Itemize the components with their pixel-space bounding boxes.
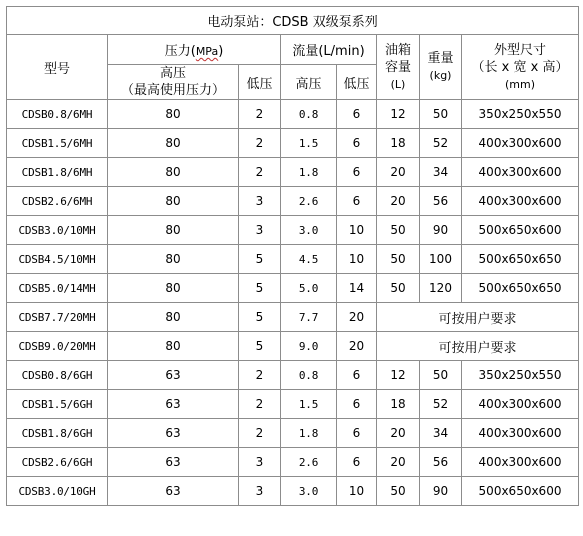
header-dimensions: 外型尺寸 （长 x 宽 x 高） (mm) (462, 35, 579, 100)
cell-high-pressure: 80 (108, 245, 239, 274)
table-row (7, 274, 579, 303)
cell-flow-high: 1.5 (281, 129, 337, 158)
table-row (7, 448, 579, 477)
cell-dimensions: 400x300x600 (462, 187, 579, 216)
cell-low-pressure: 3 (239, 187, 281, 216)
cell-model: CDSB3.0/10GH (7, 477, 108, 506)
cell-high-pressure: 80 (108, 158, 239, 187)
cell-high-pressure: 80 (108, 216, 239, 245)
cell-high-pressure: 63 (108, 448, 239, 477)
cell-high-pressure: 80 (108, 187, 239, 216)
cell-low-pressure: 2 (239, 100, 281, 129)
cell-model: CDSB1.8/6MH (7, 158, 108, 187)
cell-flow-low: 20 (337, 303, 377, 332)
cell-flow-high: 2.6 (281, 448, 337, 477)
cell-dimensions: 400x300x600 (462, 448, 579, 477)
cell-model: CDSB1.8/6GH (7, 419, 108, 448)
cell-model: CDSB7.7/20MH (7, 303, 108, 332)
spec-table (6, 6, 579, 506)
cell-high-pressure: 80 (108, 100, 239, 129)
cell-model: CDSB0.8/6MH (7, 100, 108, 129)
cell-flow-low: 6 (337, 448, 377, 477)
pressure-unit: MPa (195, 45, 219, 58)
cell-tank-capacity: 50 (377, 216, 420, 245)
table-row (7, 245, 579, 274)
cell-model: CDSB9.0/20MH (7, 332, 108, 361)
cell-model: CDSB2.6/6GH (7, 448, 108, 477)
cell-tank-capacity: 18 (377, 390, 420, 419)
cell-dimensions: 400x300x600 (462, 419, 579, 448)
cell-weight: 50 (420, 100, 462, 129)
cell-tank-capacity: 12 (377, 361, 420, 390)
cell-flow-low: 10 (337, 245, 377, 274)
table-row (7, 187, 579, 216)
cell-low-pressure: 5 (239, 274, 281, 303)
cell-dimensions: 500x650x650 (462, 245, 579, 274)
cell-tank-capacity: 20 (377, 187, 420, 216)
cell-dimensions: 350x250x550 (462, 100, 579, 129)
cell-flow-high: 5.0 (281, 274, 337, 303)
cell-flow-high: 1.8 (281, 158, 337, 187)
cell-low-pressure: 2 (239, 390, 281, 419)
cell-flow-high: 3.0 (281, 216, 337, 245)
cell-weight: 56 (420, 448, 462, 477)
cell-model: CDSB5.0/14MH (7, 274, 108, 303)
cell-high-pressure: 63 (108, 390, 239, 419)
cell-model: CDSB1.5/6MH (7, 129, 108, 158)
cell-high-pressure: 80 (108, 332, 239, 361)
cell-flow-high: 1.8 (281, 419, 337, 448)
table-row (7, 390, 579, 419)
cell-flow-high: 7.7 (281, 303, 337, 332)
cell-model: CDSB4.5/10MH (7, 245, 108, 274)
header-tank-capacity: 油箱 容量 (L) (377, 35, 420, 100)
cell-flow-low: 6 (337, 187, 377, 216)
table-row (7, 129, 579, 158)
cell-model: CDSB1.5/6GH (7, 390, 108, 419)
cell-flow-high: 2.6 (281, 187, 337, 216)
header-weight: 重量 (kg) (420, 35, 462, 100)
cell-tank-capacity: 18 (377, 129, 420, 158)
cell-high-pressure: 63 (108, 361, 239, 390)
cell-flow-high: 9.0 (281, 332, 337, 361)
cell-flow-high: 0.8 (281, 100, 337, 129)
table-row (7, 100, 579, 129)
cell-model: CDSB2.6/6MH (7, 187, 108, 216)
cell-custom-note: 可按用户要求 (377, 303, 579, 332)
cell-low-pressure: 3 (239, 216, 281, 245)
table-row (7, 158, 579, 187)
cell-tank-capacity: 20 (377, 448, 420, 477)
cell-flow-low: 14 (337, 274, 377, 303)
cell-flow-low: 6 (337, 390, 377, 419)
header-flow-high: 高压 (281, 65, 337, 100)
cell-flow-low: 6 (337, 361, 377, 390)
cell-tank-capacity: 20 (377, 158, 420, 187)
cell-model: CDSB3.0/10MH (7, 216, 108, 245)
cell-weight: 34 (420, 158, 462, 187)
cell-tank-capacity: 50 (377, 245, 420, 274)
cell-dimensions: 350x250x550 (462, 361, 579, 390)
cell-weight: 120 (420, 274, 462, 303)
cell-weight: 90 (420, 477, 462, 506)
cell-flow-low: 20 (337, 332, 377, 361)
cell-dimensions: 500x650x600 (462, 477, 579, 506)
header-high-pressure: 高压 （最高使用压力） (108, 65, 239, 100)
cell-tank-capacity: 50 (377, 274, 420, 303)
cell-weight: 100 (420, 245, 462, 274)
cell-flow-high: 3.0 (281, 477, 337, 506)
cell-tank-capacity: 50 (377, 477, 420, 506)
cell-low-pressure: 5 (239, 245, 281, 274)
cell-weight: 52 (420, 129, 462, 158)
cell-custom-note: 可按用户要求 (377, 332, 579, 361)
cell-tank-capacity: 20 (377, 419, 420, 448)
cell-high-pressure: 80 (108, 274, 239, 303)
cell-flow-high: 0.8 (281, 361, 337, 390)
cell-low-pressure: 5 (239, 303, 281, 332)
table-row (7, 477, 579, 506)
cell-high-pressure: 80 (108, 129, 239, 158)
table-title: 电动泵站：CDSB 双级泵系列 (7, 7, 579, 35)
table-row (7, 332, 579, 361)
cell-weight: 50 (420, 361, 462, 390)
cell-low-pressure: 2 (239, 129, 281, 158)
table-row (7, 419, 579, 448)
header-low-pressure: 低压 (239, 65, 281, 100)
cell-flow-low: 6 (337, 129, 377, 158)
cell-weight: 56 (420, 187, 462, 216)
cell-flow-low: 10 (337, 477, 377, 506)
cell-dimensions: 400x300x600 (462, 129, 579, 158)
cell-dimensions: 400x300x600 (462, 390, 579, 419)
cell-low-pressure: 5 (239, 332, 281, 361)
cell-high-pressure: 63 (108, 477, 239, 506)
table-row (7, 303, 579, 332)
cell-flow-low: 6 (337, 419, 377, 448)
cell-flow-low: 6 (337, 100, 377, 129)
cell-dimensions: 500x650x600 (462, 216, 579, 245)
cell-high-pressure: 63 (108, 419, 239, 448)
cell-flow-high: 4.5 (281, 245, 337, 274)
cell-weight: 90 (420, 216, 462, 245)
header-pressure: 压力(MPa) (108, 35, 281, 65)
cell-low-pressure: 2 (239, 158, 281, 187)
cell-high-pressure: 80 (108, 303, 239, 332)
cell-dimensions: 400x300x600 (462, 158, 579, 187)
cell-flow-low: 6 (337, 158, 377, 187)
cell-model: CDSB0.8/6GH (7, 361, 108, 390)
table-row (7, 361, 579, 390)
cell-tank-capacity: 12 (377, 100, 420, 129)
header-flow: 流量(L/min) (281, 35, 377, 65)
cell-weight: 52 (420, 390, 462, 419)
table-row (7, 216, 579, 245)
cell-low-pressure: 3 (239, 477, 281, 506)
cell-low-pressure: 3 (239, 448, 281, 477)
cell-flow-low: 10 (337, 216, 377, 245)
cell-low-pressure: 2 (239, 361, 281, 390)
cell-weight: 34 (420, 419, 462, 448)
cell-low-pressure: 2 (239, 419, 281, 448)
cell-dimensions: 500x650x650 (462, 274, 579, 303)
header-model: 型号 (7, 35, 108, 100)
cell-flow-high: 1.5 (281, 390, 337, 419)
header-flow-low: 低压 (337, 65, 377, 100)
